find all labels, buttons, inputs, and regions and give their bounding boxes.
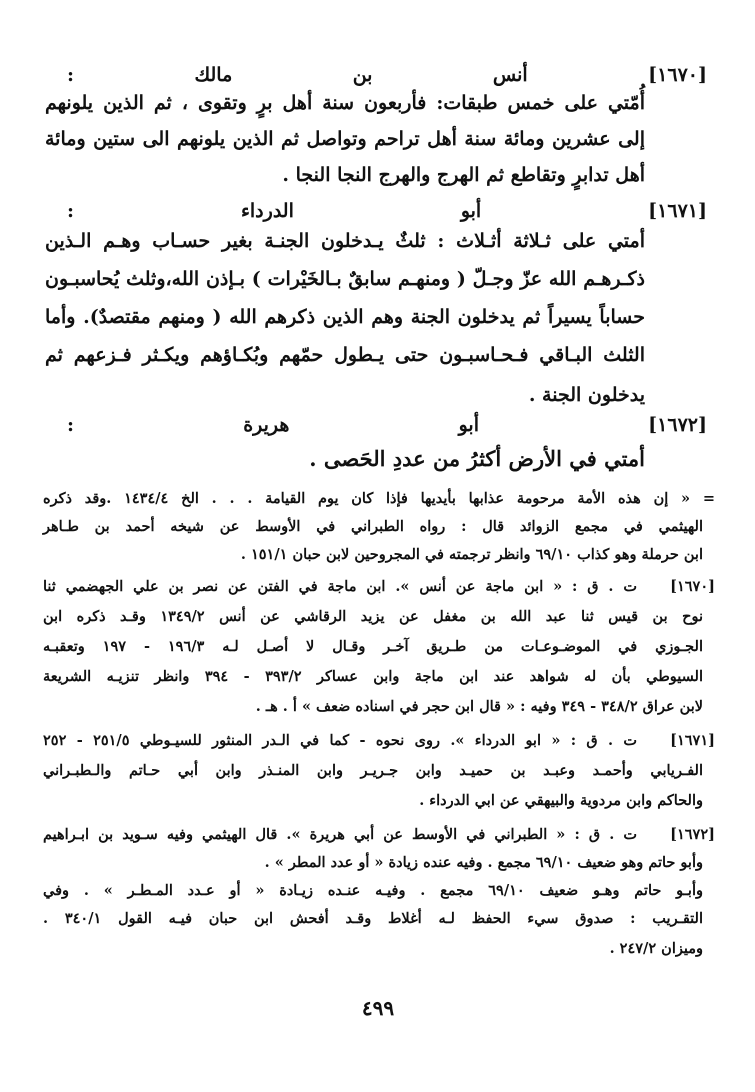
hadith-narrator: أبو الدرداء : [67,200,482,222]
footnote-number: [١٦٧٢] [670,826,715,843]
hadith-text-line: يدخلون الجنة . [528,384,645,406]
footnote-number: [١٦٧٠] [670,578,715,595]
footnote-line: والحاكم وابن مردوية والبيهقي عن ابي الدرداء . [419,792,703,809]
hadith-heading-1671 [67,200,707,222]
footnote-line: ت . ق : « ابن ماجة عن أنس ». ابن ماجة في الفتن عن نصر بن علي الجهضمي ثنا [43,578,637,595]
footnote-line: لابن عراق ٣٤٨/٢ - ٣٤٩ وفيه : « قال ابن حجر في اسناده ضعف » أ . هـ . [255,698,703,715]
hadith-number: [١٦٧٢] [648,414,707,436]
footnote-line: نوح بن قيس ثنا عبد الله بن مغفل عن يزيد الرقاشي عن أنس ١٣٤٩/٢ وقـد ذكره ابن [43,608,703,625]
hadith-text-line: أُمّتي على خمس طبقات: فأربعون سنة أهل برٍ وتقوى ، ثم الذين يلونهم [45,92,645,114]
footnote-line: الفـريابي وأحمـد وعبـد بن حميـد وابن جـريـر وابن المنـذر وابن أبي حـاتم والـطبـراني [43,762,703,779]
footnote-line: الجـوزي في الموضـوعـات من طـريق آخـر وقـال لا أصـل لـه ١٩٦/٣ - ١٩٧ وتعقبـه [43,638,703,655]
footnote-line: السيوطي بأن له شواهد عند ابن ماجة وابن عساكر ٣٩٣/٢ - ٣٩٤ وانظر تنزيـه الشريعة [43,668,703,685]
hadith-text-line: إلى عشرين ومائة سنة أهل تراحم وتواصل ثم الذين يلونهم الى ستين ومائة [45,128,645,150]
hadith-text-line: أمتي على ثـلاثة أثـلاث : ثلثٌ يـدخلون الجنـة بغير حسـاب وهـم الـذين [45,230,645,252]
footnote-line: التقـريب : صدوق سيء الحفظ لـه أغلاط وقـد أفحش ابن حبان فيـه القول ٣٤٠/١ . [43,910,703,927]
hadith-narrator: أبو هريرة : [67,414,479,436]
footnote-number: [١٦٧١] [670,732,715,749]
footnote-line: ابن حرملة وهو كذاب ٦٩/١٠ وانظر ترجمته في المجروحين لابن حبان ١٥١/١ . [240,546,703,563]
page-number: ٤٩٩ [361,996,395,1020]
footnote-line: وأبو حاتم وهو ضعيف ٦٩/١٠ مجمع . وفيه عنده زيادة « أو عدد المطر » . [264,854,703,871]
footnote-line: = « إن هذه الأمة مرحومة عذابها بأيديها فإذا كان يوم القيامة . . . الخ ١٤٣٤/٤ .وقد ذكره [43,490,715,507]
footnote-line: وميزان ٢٤٧/٢ . [609,940,703,957]
hadith-text-line: أهل تدابرٍ وتقاطع ثم الهرج والهرج النجا النجا . [282,164,645,186]
hadith-text-line: أمتي في الأرض أكثرُ من عددِ الحَصى . [309,446,645,471]
footnote-line: ت . ق : « الطبراني في الأوسط عن أبي هريرة ». قال الهيثمي وفيه سـويد بن ابـراهيم [43,826,637,843]
hadith-number: [١٦٧٠] [648,64,707,86]
hadith-number: [١٦٧١] [648,200,707,222]
footnote-line: وأبـو حاتم وهـو ضعيف ٦٩/١٠ مجمع . وفيـه عنـده زيـادة « أو عـدد المـطـر » . وفي [43,882,703,899]
footnote-line: ت . ق : « ابو الدرداء ». روى نحوه - كما في الـدر المنثور للسيـوطي ٢٥١/٥ - ٢٥٢ [43,732,638,749]
hadith-text-line: حساباً يسيراً ثم يدخلون الجنة وهم الذين ذكرهم الله ( ومنهم مقتصدٌ). وأما [45,306,645,328]
footnote-line: الهيثمي في مجمع الزوائد قال : رواه الطبراني في الأوسط عن شيخه أحمد بن طـاهر [43,518,703,535]
hadith-heading-1672 [67,414,707,436]
hadith-narrator: أنس بن مالك : [67,64,528,86]
hadith-text-line: ذكـرهـم الله عزّ وجـلّ ( ومنهـم سابقٌ بـالخَيْرات ) بـإذن الله،وثلث يُحاسبـون [45,268,645,290]
hadith-text-line: الثلث البـاقي فـحـاسبـون حتى يـطول حمّهم وبُكـاؤهم ويكـثر فـزعهم ثم [45,344,645,366]
hadith-heading-1670 [67,64,707,86]
